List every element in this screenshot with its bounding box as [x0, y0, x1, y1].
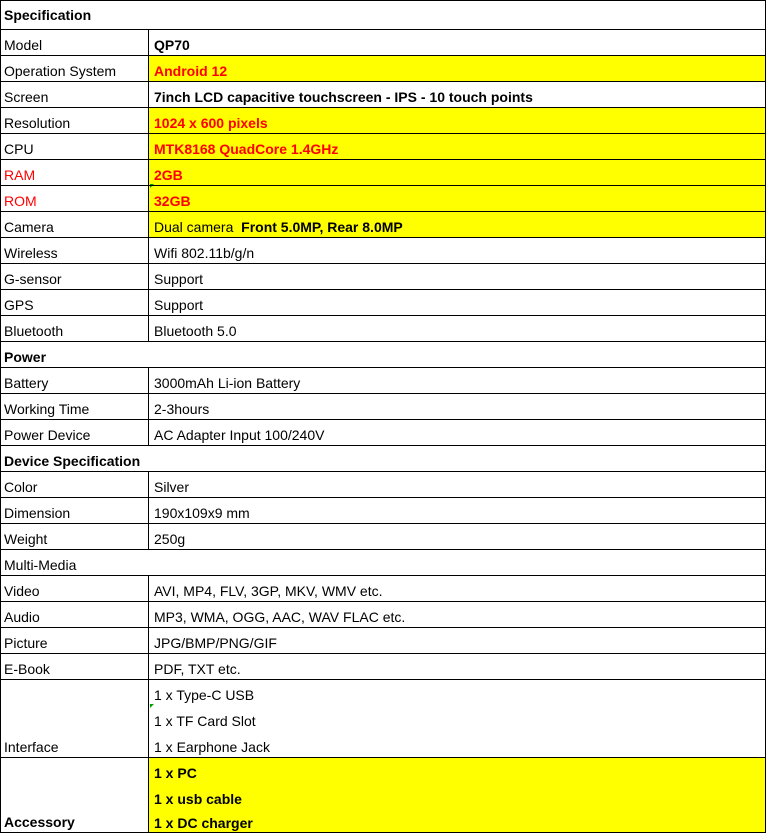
- grid-line: [0, 471, 766, 472]
- grid-line: [0, 419, 766, 420]
- grid-line: [0, 757, 766, 758]
- grid-line: [0, 445, 766, 446]
- row-value-gps: Support: [154, 297, 204, 313]
- grid-line: [765, 0, 766, 833]
- row-value-picture: JPG/BMP/PNG/GIF: [154, 635, 277, 651]
- row-value-os: Android 12: [149, 56, 765, 82]
- row-label-model: Model: [4, 37, 43, 53]
- row-label-working-time: Working Time: [4, 401, 90, 417]
- row-label-interface: Interface: [4, 739, 59, 755]
- grid-line: [0, 315, 766, 316]
- row-label-battery: Battery: [4, 375, 49, 391]
- grid-line: [0, 341, 766, 342]
- section-power: Power: [4, 349, 47, 365]
- row-value-audio: MP3, WMA, OGG, AAC, WAV FLAC etc.: [154, 609, 406, 625]
- row-value-bluetooth: Bluetooth 5.0: [154, 323, 237, 339]
- row-value-wireless: Wifi 802.11b/g/n: [154, 245, 255, 261]
- row-value-dimension: 190x109x9 mm: [154, 505, 250, 521]
- camera-detail: Front 5.0MP, Rear 8.0MP: [241, 219, 403, 235]
- grid-line: [0, 497, 766, 498]
- grid-line: [0, 185, 766, 186]
- grid-line: [0, 81, 766, 82]
- row-value-model: QP70: [154, 37, 190, 53]
- section-device-specification: Device Specification: [4, 453, 141, 469]
- row-value-gsensor: Support: [154, 271, 204, 287]
- grid-line: [0, 523, 766, 524]
- row-value-resolution: 1024 x 600 pixels: [149, 108, 765, 134]
- grid-line: [0, 107, 766, 108]
- grid-line: [0, 133, 766, 134]
- grid-line: [0, 211, 766, 212]
- spec-title: Specification: [4, 7, 92, 23]
- row-value-working-time: 2-3hours: [154, 401, 210, 417]
- grid-line: [0, 549, 766, 550]
- row-label-weight: Weight: [4, 531, 48, 547]
- row-label-os: Operation System: [4, 63, 117, 79]
- grid-line: [0, 0, 1, 833]
- row-label-ebook: E-Book: [4, 661, 50, 677]
- row-label-wireless: Wireless: [4, 245, 58, 261]
- grid-line: [0, 263, 766, 264]
- grid-line: [148, 576, 149, 833]
- row-value-power-device: AC Adapter Input 100/240V: [154, 427, 325, 443]
- row-label-ram: RAM: [4, 167, 36, 183]
- grid-line: [0, 679, 766, 680]
- grid-line: [148, 472, 149, 550]
- row-label-video: Video: [4, 583, 40, 599]
- accessory-item-pc: 1 x PC: [149, 758, 765, 784]
- section-multi-media: Multi-Media: [4, 557, 77, 573]
- row-label-power-device: Power Device: [4, 427, 91, 443]
- row-label-dimension: Dimension: [4, 505, 71, 521]
- grid-line: [0, 575, 766, 576]
- grid-line: [0, 237, 766, 238]
- row-value-ram: 2GB: [149, 160, 765, 186]
- row-value-cpu: MTK8168 QuadCore 1.4GHz: [149, 134, 765, 160]
- row-label-screen: Screen: [4, 89, 49, 105]
- row-value-ebook: PDF, TXT etc.: [154, 661, 241, 677]
- grid-line: [148, 368, 149, 446]
- row-value-weight: 250g: [154, 531, 186, 547]
- row-value-camera: [149, 212, 765, 238]
- row-value-screen: 7inch LCD capacitive touchscreen - IPS - 10 touch points: [154, 89, 533, 105]
- grid-line: [148, 30, 149, 342]
- interface-item-earphone: 1 x Earphone Jack: [154, 739, 270, 755]
- grid-line: [0, 601, 766, 602]
- row-label-bluetooth: Bluetooth: [4, 323, 64, 339]
- row-label-gps: GPS: [4, 297, 34, 313]
- row-label-audio: Audio: [4, 609, 40, 625]
- interface-item-type-c: 1 x Type-C USB: [154, 687, 255, 703]
- row-label-color: Color: [4, 479, 38, 495]
- row-label-cpu: CPU: [4, 141, 34, 157]
- accessory-item-usb-cable: 1 x usb cable: [149, 784, 765, 810]
- accessory-item-dc-charger: 1 x DC charger: [149, 810, 765, 832]
- grid-line: [0, 393, 766, 394]
- row-label-accessory: Accessory: [4, 814, 75, 830]
- comment-marker: [150, 704, 154, 708]
- grid-line: [0, 627, 766, 628]
- row-value-video: AVI, MP4, FLV, 3GP, MKV, WMV etc.: [154, 583, 383, 599]
- interface-item-tf-card: 1 x TF Card Slot: [154, 713, 256, 729]
- grid-line: [0, 289, 766, 290]
- row-label-camera: Camera: [4, 219, 54, 235]
- row-label-rom: ROM: [4, 193, 37, 209]
- grid-line: [0, 55, 766, 56]
- row-value-battery: 3000mAh Li-ion Battery: [154, 375, 301, 391]
- row-label-gsensor: G-sensor: [4, 271, 62, 287]
- grid-line: [0, 159, 766, 160]
- grid-line: [0, 653, 766, 654]
- row-value-color: Silver: [154, 479, 190, 495]
- grid-line: [0, 367, 766, 368]
- row-label-resolution: Resolution: [4, 115, 71, 131]
- camera-prefix: Dual camera: [154, 219, 234, 235]
- grid-line: [0, 0, 766, 1]
- grid-line: [0, 29, 766, 30]
- row-label-picture: Picture: [4, 635, 48, 651]
- row-value-rom: 32GB: [149, 186, 765, 212]
